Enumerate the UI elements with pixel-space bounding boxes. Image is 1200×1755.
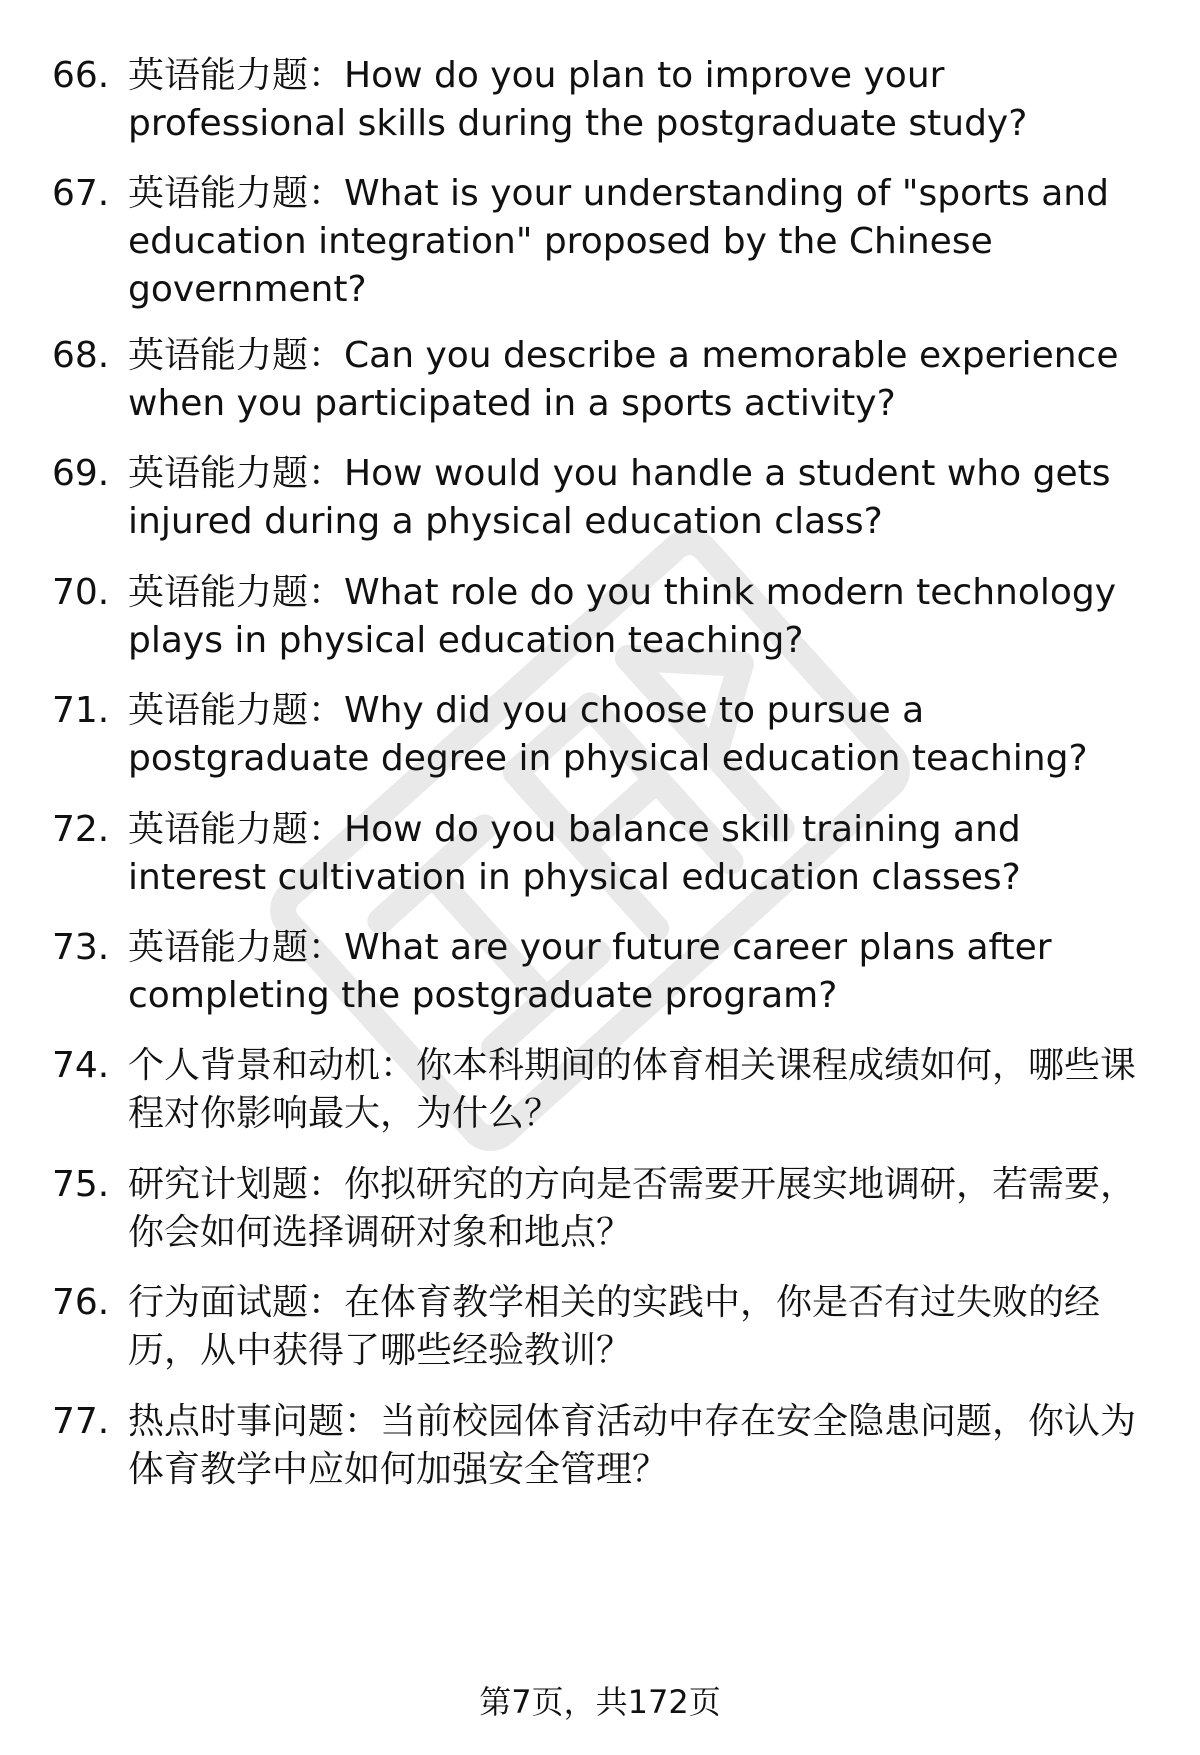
question-text: 英语能力题：How do you balance skill training and interest cultivation in physical education classes?: [128, 809, 1021, 898]
question-number: 70.: [52, 572, 110, 613]
question-item: [52, 924, 1160, 1020]
question-number: 67.: [52, 173, 110, 214]
question-number: 68.: [52, 335, 110, 376]
question-text: 英语能力题：Can you describe a memorable experience when you participated in a sports activity?: [128, 335, 1119, 424]
question-text: 英语能力题：Why did you choose to pursue a postgraduate degree in physical education teaching?: [128, 690, 1088, 779]
question-text: 英语能力题：What are your future career plans after completing the postgraduate program?: [128, 927, 1052, 1016]
question-number: 72.: [52, 809, 110, 850]
question-number: 71.: [52, 690, 110, 731]
question-item: [52, 170, 1160, 314]
question-item: [52, 687, 1160, 783]
question-number: 75.: [52, 1164, 110, 1205]
question-number: 76.: [52, 1282, 110, 1323]
question-item: [52, 450, 1160, 546]
question-item: [52, 1398, 1160, 1494]
question-item: [52, 1042, 1160, 1138]
question-text: 行为面试题：在体育教学相关的实践中，你是否有过失败的经历，从中获得了哪些经验教训？: [128, 1282, 1101, 1371]
question-text: 英语能力题：How do you plan to improve your professional skills during the postgraduate study?: [128, 55, 1028, 144]
question-number: 69.: [52, 453, 110, 494]
question-item: [52, 806, 1160, 902]
question-item: [52, 332, 1160, 428]
question-text: 研究计划题：你拟研究的方向是否需要开展实地调研，若需要，你会如何选择调研对象和地点？: [128, 1164, 1137, 1253]
question-item: [52, 569, 1160, 665]
question-text: 个人背景和动机：你本科期间的体育相关课程成绩如何，哪些课程对你影响最大，为什么？: [128, 1045, 1137, 1134]
page-number-label: 第7页，共172页: [479, 1683, 721, 1721]
question-number: 74.: [52, 1045, 110, 1086]
question-text: 英语能力题：How would you handle a student who gets injured during a physical education class?: [128, 453, 1111, 542]
question-item: [52, 52, 1160, 148]
question-text: 英语能力题：What role do you think modern technology plays in physical education teaching?: [128, 572, 1117, 661]
question-number: 73.: [52, 927, 110, 968]
question-number: 77.: [52, 1401, 110, 1442]
page-footer: [0, 1680, 1200, 1724]
question-item: [52, 1279, 1160, 1375]
question-number: 66.: [52, 55, 110, 96]
question-text: 热点时事问题：当前校园体育活动中存在安全隐患问题，你认为体育教学中应如何加强安全管理？: [128, 1401, 1137, 1490]
question-text: 英语能力题：What is your understanding of "sports and education integration" proposed by the Chinese government?: [128, 173, 1109, 310]
question-item: [52, 1161, 1160, 1257]
